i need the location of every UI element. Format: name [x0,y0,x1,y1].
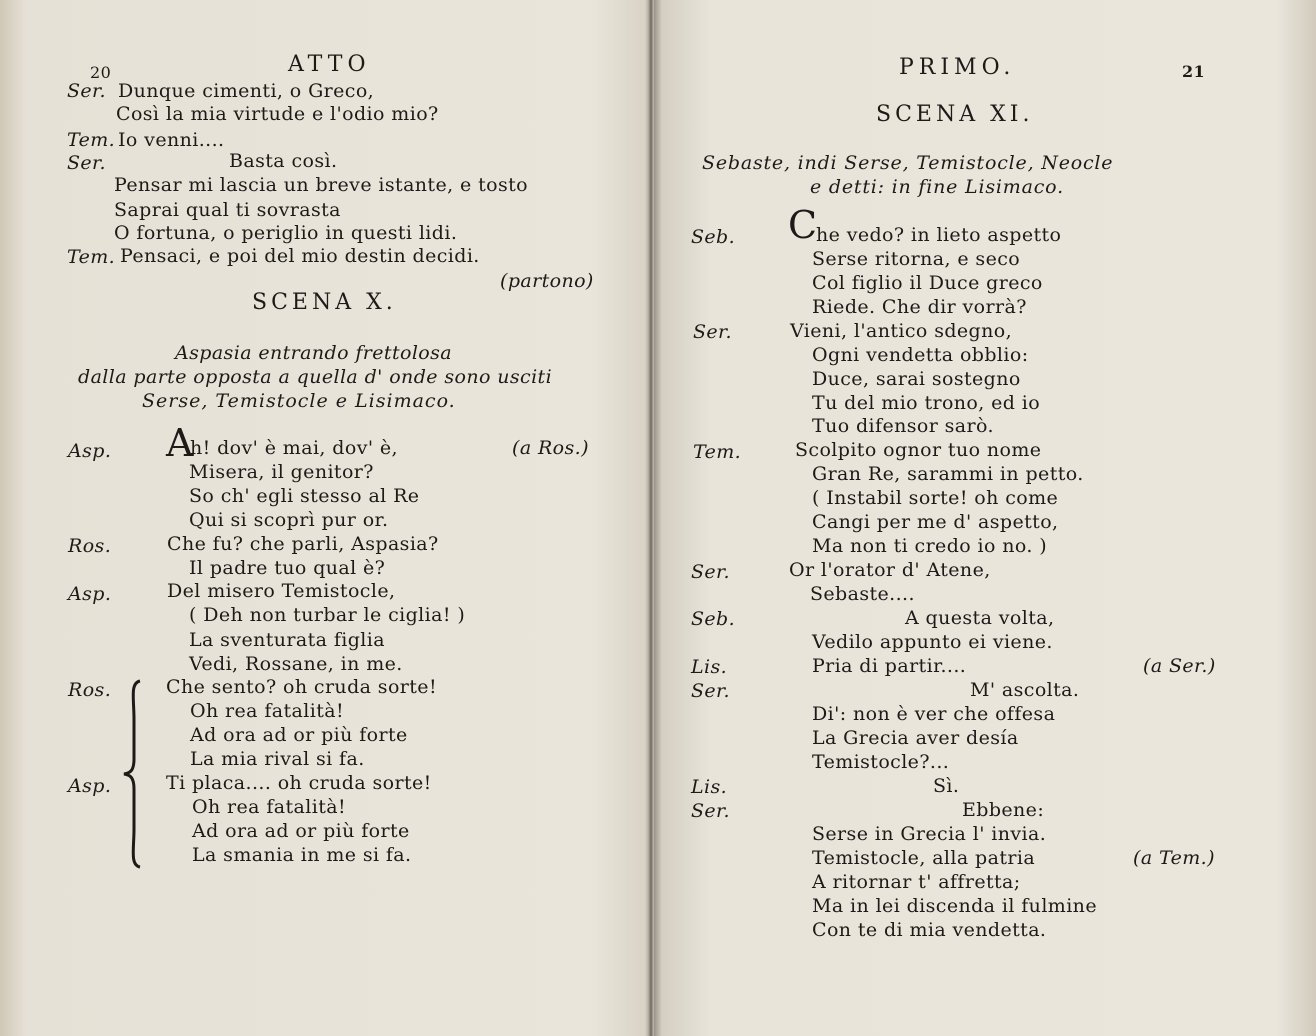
verse-line: Ad ora ad or più forte [190,724,408,746]
verse-line: h! dov' è mai, dov' è, [190,437,398,459]
stage-direction: (partono) [500,270,594,292]
scene-description: e detti: in fine Lisimaco. [810,176,1064,198]
verse-line: Ebbene: [962,799,1045,821]
verse-line: Sì. [933,775,960,797]
verse-line: Così la mia virtude e l'odio mio? [116,103,439,125]
speaker: Lis. [691,776,728,798]
verse-line: Vieni, l'antico sdegno, [790,320,1013,342]
scene-description: Sebaste, indi Serse, Temistocle, Neocle [702,152,1114,174]
scene-description: dalla parte opposta a quella d' onde sono usciti [78,366,553,388]
verse-line: Pria di partir.... [812,655,967,677]
verse-line: ( Deh non turbar le ciglia! ) [189,604,466,626]
verse-line: Che fu? che parli, Aspasia? [167,533,439,555]
verse-line: Tuo difensor sarò. [812,415,994,437]
verse-line: O fortuna, o periglio in questi lidi. [114,222,458,244]
speaker: Ser. [691,680,730,702]
speaker: Ser. [67,80,106,102]
scene-description: Serse, Temistocle e Lisimaco. [142,390,456,412]
verse-line: ( Instabil sorte! oh come [812,487,1059,509]
verse-line: Ti placa.... oh cruda sorte! [166,772,432,794]
verse-line: Sebaste.... [810,583,915,605]
speaker: Ros. [68,679,112,701]
drop-initial: A [166,421,194,465]
verse-line: Riede. Che dir vorrà? [812,296,1027,318]
stage-direction: (a Ros.) [512,437,589,459]
speaker: Asp. [68,440,112,462]
verse-line: La Grecia aver desía [812,727,1019,749]
verse-line: Ad ora ad or più forte [192,820,410,842]
running-head: ATTO [288,52,371,77]
verse-line: Vedilo appunto ei viene. [812,631,1053,653]
verse-line: Che sento? oh cruda sorte! [166,676,437,698]
speaker: Seb. [691,608,736,630]
verse-line: Pensar mi lascia un breve istante, e tosto [114,174,528,196]
verse-line: Temistocle, alla patria [812,847,1036,869]
stage-direction: (a Ser.) [1143,655,1216,677]
verse-line: Ma in lei discenda il fulmine [812,895,1097,917]
speaker: Ser. [67,152,106,174]
stage-direction: (a Tem.) [1133,847,1215,869]
book-gutter [648,0,654,1036]
verse-line: Or l'orator d' Atene, [789,559,991,581]
verse-line: Scolpito ognor tuo nome [795,439,1042,461]
right-page [655,0,1316,1036]
page-number: 20 [90,63,112,82]
speaker: Ser. [691,561,730,583]
scene-title: SCENA XI. [876,102,1034,127]
speaker: Tem. [67,129,116,151]
verse-line: Del misero Temistocle, [167,580,396,602]
verse-line: Gran Re, sarammi in petto. [812,463,1084,485]
verse-line: A ritornar t' affretta; [812,871,1021,893]
speaker: Lis. [691,656,728,678]
verse-line: Serse ritorna, e seco [812,248,1021,270]
verse-line: Io venni.... [118,129,225,151]
verse-line: he vedo? in lieto aspetto [816,224,1062,246]
scene-description: Aspasia entrando frettolosa [175,342,453,364]
verse-line: Serse in Grecia l' invia. [812,823,1047,845]
brace-bracket [122,679,146,869]
speaker: Ros. [68,535,112,557]
verse-line: Di': non è ver che offesa [812,703,1056,725]
verse-line: La smania in me si fa. [192,844,412,866]
verse-line: M' ascolta. [970,679,1080,701]
verse-line: Il padre tuo qual è? [189,557,386,579]
verse-line: Saprai qual ti sovrasta [114,199,341,221]
speaker: Tem. [693,441,742,463]
verse-line: Col figlio il Duce greco [812,272,1043,294]
running-head: PRIMO. [899,55,1016,80]
speaker: Ser. [691,800,730,822]
verse-line: Oh rea fatalità! [192,796,347,818]
scene-title: SCENA X. [252,290,397,315]
verse-line: Temistocle?... [812,751,950,773]
verse-line: A questa volta, [905,607,1055,629]
verse-line: Cangi per me d' aspetto, [812,511,1059,533]
verse-line: So ch' egli stesso al Re [189,485,420,507]
verse-line: Tu del mio trono, ed io [812,392,1041,414]
verse-line: Pensaci, e poi del mio destin decidi. [120,245,480,267]
verse-line: Ma non ti credo io no. ) [812,535,1048,557]
verse-line: Oh rea fatalità! [190,700,345,722]
speaker: Tem. [67,246,116,268]
speaker: Asp. [68,583,112,605]
verse-line: Vedi, Rossane, in me. [189,653,403,675]
verse-line: Ogni vendetta obblio: [812,344,1029,366]
verse-line: Con te di mia vendetta. [812,919,1047,941]
verse-line: Misera, il genitor? [189,461,374,483]
verse-line: Basta così. [229,150,338,172]
verse-line: La mia rival si fa. [190,748,365,770]
page-number: 21 [1182,62,1206,81]
verse-line: Qui si scoprì pur or. [189,509,389,531]
left-page [0,0,650,1036]
verse-line: Dunque cimenti, o Greco, [118,80,375,102]
speaker: Ser. [693,321,732,343]
speaker: Seb. [691,226,736,248]
verse-line: La sventurata figlia [189,629,385,651]
verse-line: Duce, sarai sostegno [812,368,1021,390]
drop-initial: C [788,203,818,247]
speaker: Asp. [68,775,112,797]
